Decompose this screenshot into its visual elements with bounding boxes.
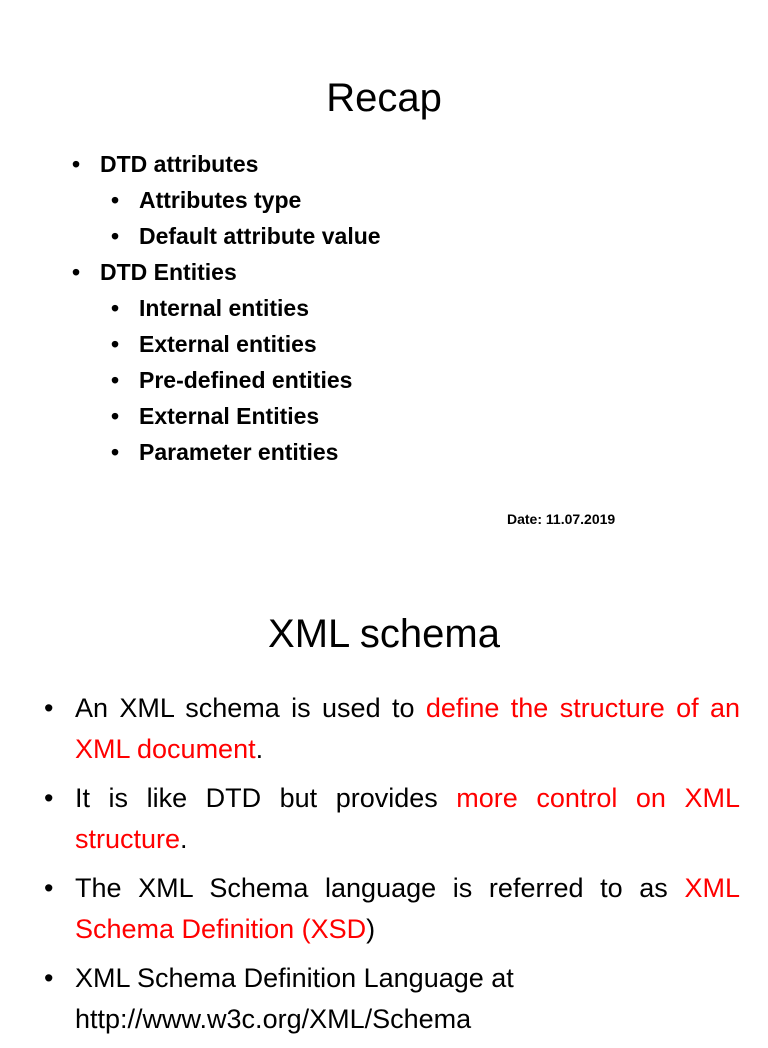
list-item-text: External Entities bbox=[139, 403, 320, 429]
bullet-icon: • bbox=[111, 331, 120, 357]
bullet-icon: • bbox=[111, 187, 120, 213]
xml-schema-bullet-list bbox=[38, 688, 740, 1048]
list-item-text: DTD Entities bbox=[100, 259, 237, 285]
list-item-text: Attributes type bbox=[139, 187, 302, 213]
list-item bbox=[38, 868, 740, 950]
bullet-icon: • bbox=[72, 151, 81, 177]
list-item-text: Pre-defined entities bbox=[139, 367, 353, 393]
list-item-text-end: . bbox=[255, 734, 264, 764]
list-item-text: Default attribute value bbox=[139, 223, 381, 249]
xml-schema-slide bbox=[0, 560, 768, 1034]
bullet-icon: • bbox=[111, 295, 120, 321]
slide-date: Date: 11.07.2019 bbox=[507, 511, 616, 527]
list-item bbox=[70, 326, 381, 362]
bullet-icon: • bbox=[111, 223, 120, 249]
list-item-text: The XML Schema language is referred to as bbox=[75, 873, 685, 903]
list-item bbox=[70, 218, 381, 254]
bullet-icon: • bbox=[44, 783, 54, 813]
recap-title: Recap bbox=[326, 76, 442, 120]
bullet-icon: • bbox=[111, 403, 120, 429]
bullet-icon: • bbox=[44, 963, 54, 993]
bullet-icon: • bbox=[44, 873, 54, 903]
bullet-icon: • bbox=[111, 439, 120, 465]
list-item-text: An XML schema is used to bbox=[75, 693, 426, 723]
list-item bbox=[70, 146, 381, 182]
list-item bbox=[70, 254, 381, 290]
list-item-text-end: . bbox=[180, 824, 188, 854]
xml-schema-title: XML schema bbox=[268, 612, 500, 656]
list-item-text: XML Schema Definition Language at http://www.w3c.org/XML/Schema bbox=[75, 963, 514, 1034]
list-item bbox=[70, 434, 381, 470]
highlighted-text: XML Schema Definition (XSD bbox=[75, 873, 740, 944]
list-item bbox=[70, 362, 381, 398]
bullet-icon: • bbox=[72, 259, 81, 285]
recap-bullet-list bbox=[70, 146, 381, 470]
list-item-text: External entities bbox=[139, 331, 317, 357]
bullet-icon: • bbox=[44, 693, 54, 723]
list-item bbox=[70, 182, 381, 218]
highlighted-text: more control on XML structure bbox=[75, 783, 740, 854]
list-item bbox=[70, 290, 381, 326]
list-item-text: DTD attributes bbox=[100, 151, 259, 177]
list-item-text: It is like DTD but provides bbox=[75, 783, 457, 813]
highlighted-text: define the structure of an XML document bbox=[75, 693, 741, 764]
bullet-icon: • bbox=[111, 367, 120, 393]
list-item-text: Internal entities bbox=[139, 295, 309, 321]
list-item-text: Parameter entities bbox=[139, 439, 339, 465]
list-item-text-end: ) bbox=[366, 914, 376, 944]
list-item bbox=[70, 398, 381, 434]
list-item bbox=[38, 778, 740, 860]
list-item bbox=[38, 958, 740, 1040]
list-item bbox=[38, 688, 740, 770]
